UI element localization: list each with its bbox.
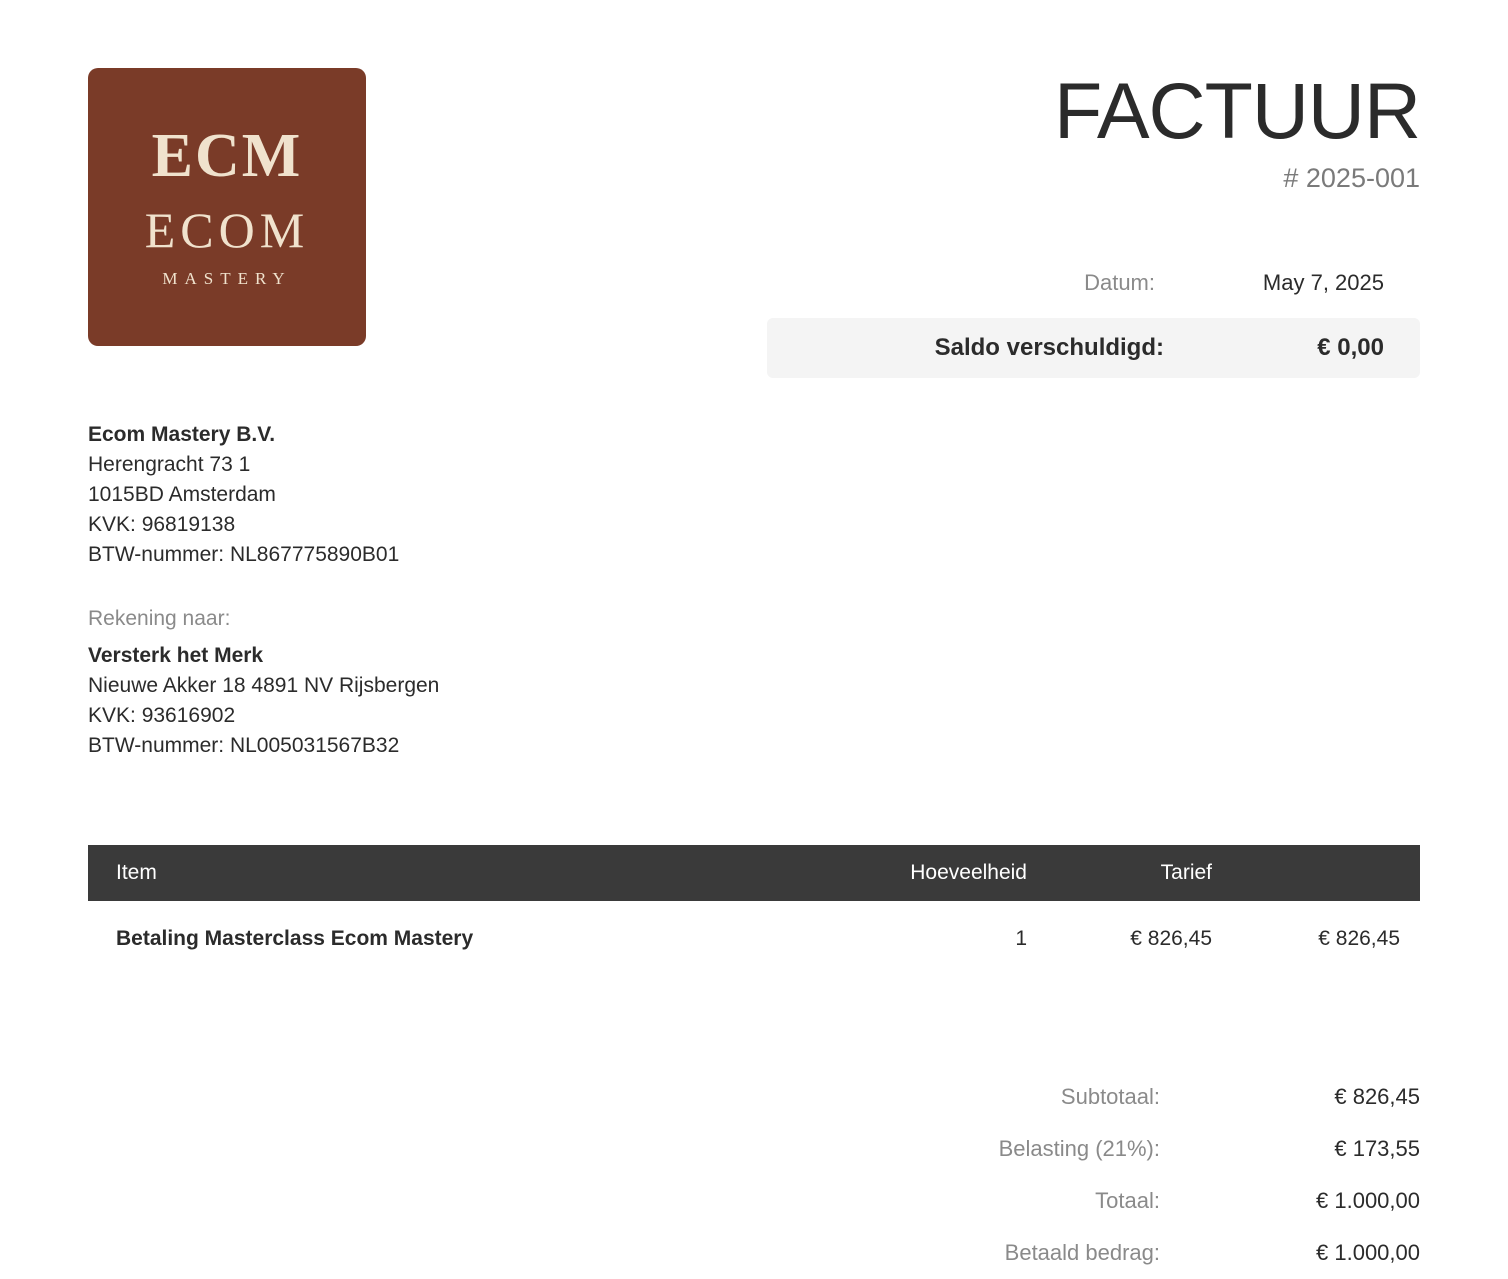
totals-section — [700, 1071, 1420, 1279]
tax-label: Belasting (21%): — [998, 1135, 1160, 1161]
paid-label: Betaald bedrag: — [1004, 1239, 1160, 1265]
table-header-row — [88, 845, 1420, 901]
total-value: € 1.000,00 — [1316, 1187, 1420, 1213]
totals-row-subtotal — [700, 1071, 1420, 1123]
sender-city: 1015BD Amsterdam — [88, 483, 276, 507]
recipient-label: Rekening naar: — [88, 607, 231, 631]
column-header-item: Item — [88, 845, 865, 901]
table-row — [88, 901, 1420, 961]
balance-due-row — [767, 318, 1420, 378]
tax-value: € 173,55 — [1334, 1135, 1420, 1161]
line-item-description: Betaling Masterclass Ecom Mastery — [116, 926, 474, 950]
totals-row-total — [700, 1175, 1420, 1227]
line-item-rate: € 826,45 — [1130, 926, 1212, 950]
totals-row-tax — [700, 1123, 1420, 1175]
balance-due-value: € 0,00 — [1317, 334, 1384, 362]
document-title: FACTUUR — [1053, 66, 1420, 155]
paid-value: € 1.000,00 — [1316, 1239, 1420, 1265]
invoice-header-right — [366, 68, 1420, 378]
sender-kvk: KVK: 96819138 — [88, 513, 236, 537]
logo-subtitle: MASTERY — [162, 269, 292, 288]
invoice-number: # 2025-001 — [1283, 163, 1420, 194]
sender-name: Ecom Mastery B.V. — [88, 423, 276, 447]
recipient-vat: BTW-nummer: NL005031567B32 — [88, 733, 400, 757]
sender-address — [88, 420, 1420, 570]
line-items-table — [88, 845, 1420, 961]
recipient-address — [88, 641, 1420, 761]
address-section — [88, 420, 1420, 760]
invoice-date-row — [366, 270, 1420, 296]
logo-monogram-text: ECM — [151, 122, 303, 190]
subtotal-label: Subtotaal: — [1060, 1083, 1160, 1109]
total-label: Totaal: — [1095, 1187, 1160, 1213]
invoice-date-value: May 7, 2025 — [1262, 270, 1384, 296]
sender-street: Herengracht 73 1 — [88, 453, 251, 477]
company-logo — [88, 68, 366, 346]
recipient-street: Nieuwe Akker 18 4891 NV Rijsbergen — [88, 673, 440, 697]
sender-vat: BTW-nummer: NL867775890B01 — [88, 543, 400, 567]
invoice-date-label: Datum: — [1084, 270, 1155, 296]
recipient-name: Versterk het Merk — [88, 643, 264, 667]
line-item-quantity: 1 — [1015, 926, 1027, 950]
column-header-quantity: Hoeveelheid — [865, 845, 1047, 901]
logo-wordmark: ECOM — [144, 202, 310, 258]
logo-monogram — [151, 122, 303, 190]
recipient-kvk: KVK: 93616902 — [88, 703, 236, 727]
subtotal-value: € 826,45 — [1334, 1083, 1420, 1109]
column-header-rate: Tarief — [1047, 845, 1232, 901]
invoice-header — [88, 68, 1420, 378]
column-header-amount — [1232, 845, 1420, 901]
line-item-amount: € 826,45 — [1318, 926, 1400, 950]
totals-row-paid — [700, 1227, 1420, 1279]
balance-due-label: Saldo verschuldigd: — [934, 334, 1164, 362]
